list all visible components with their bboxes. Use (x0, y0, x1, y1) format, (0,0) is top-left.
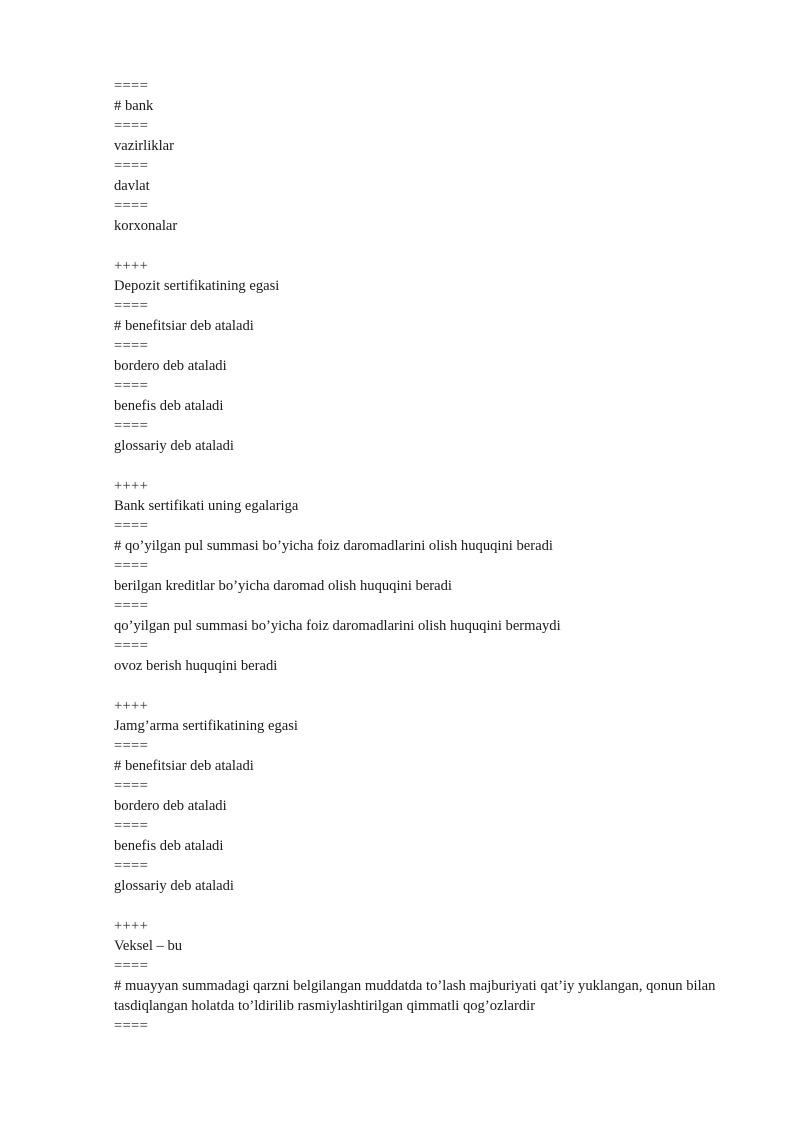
question-text: Veksel – bu (114, 938, 183, 954)
answer-option: benefis deb ataladi (114, 398, 224, 414)
question-separator: ++++ (114, 918, 149, 934)
option-separator: ==== (114, 518, 149, 534)
answer-option: qo’yilgan pul summasi bo’yicha foiz daromadlarini olish huquqini bermaydi (114, 618, 561, 634)
option-separator: ==== (114, 738, 149, 754)
answer-option: bordero deb ataladi (114, 358, 227, 374)
correct-answer: # bank (114, 98, 154, 114)
option-separator: ==== (114, 858, 149, 874)
option-separator: ==== (114, 338, 149, 354)
block-gap (114, 236, 754, 256)
answer-option: ovoz berish huquqini beradi (114, 658, 278, 674)
document-page (114, 76, 754, 1036)
correct-answer: # benefitsiar deb ataladi (114, 318, 254, 334)
block-gap (114, 456, 754, 476)
option-separator: ==== (114, 958, 149, 974)
option-separator: ==== (114, 118, 149, 134)
answer-option: korxonalar (114, 218, 178, 234)
question-block (114, 76, 754, 236)
question-text: Depozit sertifikatining egasi (114, 278, 280, 294)
option-separator: ==== (114, 598, 149, 614)
answer-option: glossariy deb ataladi (114, 878, 234, 894)
option-separator: ==== (114, 418, 149, 434)
option-separator: ==== (114, 1018, 149, 1034)
question-separator: ++++ (114, 698, 149, 714)
answer-option: davlat (114, 178, 150, 194)
option-separator: ==== (114, 778, 149, 794)
option-separator: ==== (114, 638, 149, 654)
question-separator: ++++ (114, 258, 149, 274)
correct-answer: # muayyan summadagi qarzni belgilangan muddatda to’lash majburiyati qat’iy yuklangan, qonun bilan tasdiqlangan holatda to’ldirilib rasmiylashtirilgan qimmatli qog’ozlardir (114, 978, 716, 1014)
answer-option: bordero deb ataladi (114, 798, 227, 814)
answer-option: glossariy deb ataladi (114, 438, 234, 454)
question-separator: ++++ (114, 478, 149, 494)
option-separator: ==== (114, 198, 149, 214)
answer-option: vazirliklar (114, 138, 174, 154)
correct-answer: # qo’yilgan pul summasi bo’yicha foiz daromadlarini olish huquqini beradi (114, 538, 553, 554)
option-separator: ==== (114, 378, 149, 394)
block-gap (114, 676, 754, 696)
correct-answer: # benefitsiar deb ataladi (114, 758, 254, 774)
block-gap (114, 896, 754, 916)
answer-option: berilgan kreditlar bo’yicha daromad olish huquqini beradi (114, 578, 452, 594)
question-text: Jamg’arma sertifikatining egasi (114, 718, 298, 734)
question-block (114, 256, 754, 456)
question-block (114, 916, 754, 1036)
option-separator: ==== (114, 78, 149, 94)
answer-option: benefis deb ataladi (114, 838, 224, 854)
question-block (114, 476, 754, 676)
question-text: Bank sertifikati uning egalariga (114, 498, 299, 514)
option-separator: ==== (114, 298, 149, 314)
option-separator: ==== (114, 558, 149, 574)
option-separator: ==== (114, 818, 149, 834)
question-block (114, 696, 754, 896)
option-separator: ==== (114, 158, 149, 174)
